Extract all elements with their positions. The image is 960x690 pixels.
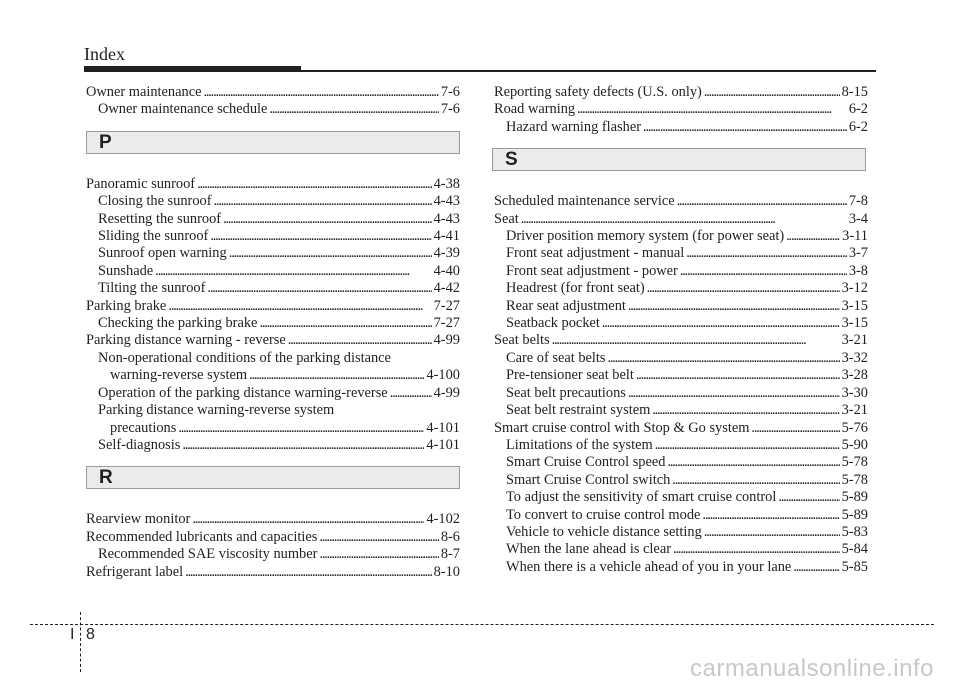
entry-page: 5-84 (841, 541, 868, 558)
dot-leader (704, 84, 840, 101)
entry-term: Seatback pocket (506, 315, 600, 332)
dot-leader (672, 472, 839, 489)
dot-leader (643, 119, 847, 136)
entry-page: 3-21 (841, 332, 868, 349)
index-entry (86, 529, 460, 546)
entry-page: 8-6 (440, 528, 460, 545)
list-pre-left (86, 84, 460, 119)
dot-leader (793, 559, 839, 576)
footer-divider (30, 624, 934, 625)
dot-leader (390, 385, 432, 402)
entry-term: precautions (110, 419, 177, 436)
entry-term: Rearview monitor (86, 511, 191, 528)
dot-leader (168, 298, 431, 315)
index-entry (86, 280, 460, 297)
dot-leader (223, 211, 432, 228)
entry-term: Non-operational conditions of the parking distance (98, 349, 391, 366)
entry-page: 4-102 (426, 511, 460, 528)
entry-term: Seat belt restraint system (506, 402, 651, 419)
entry-term: When there is a vehicle ahead of you in your lane (506, 558, 792, 575)
entry-term: To convert to cruise control mode (506, 506, 701, 523)
dot-leader (647, 280, 840, 297)
index-entry (86, 546, 460, 563)
index-entry (494, 119, 868, 136)
entry-page: 4-100 (426, 367, 460, 384)
entry-page: 5-89 (841, 489, 868, 506)
entry-term: Rear seat adjustment (506, 297, 626, 314)
entry-term: Sunshade (98, 262, 154, 279)
entry-page: 3-28 (841, 367, 868, 384)
index-entry (494, 507, 868, 524)
entry-term: Sliding the sunroof (98, 228, 209, 245)
entry-term: Driver position memory system (for power seat) (506, 228, 785, 245)
index-entry (86, 511, 460, 528)
dot-leader (677, 193, 847, 210)
entry-page: 4-43 (433, 210, 460, 227)
entry-page: 5-85 (841, 558, 868, 575)
entry-page: 3-32 (841, 349, 868, 366)
entry-page: 4-101 (426, 419, 460, 436)
dot-leader (185, 564, 432, 581)
entry-term: Self-diagnosis (98, 436, 181, 453)
entry-term: Parking distance warning-reverse system (98, 402, 335, 419)
entry-term: Smart Cruise Control switch (506, 471, 671, 488)
entry-page: 5-90 (841, 436, 868, 453)
dot-leader (686, 245, 847, 262)
entry-page: 7-27 (433, 315, 460, 332)
entry-term: Tilting the sunroof (98, 280, 206, 297)
entry-page: 5-89 (841, 506, 868, 523)
entry-page: 7-8 (848, 193, 868, 210)
entry-page: 3-11 (842, 228, 868, 245)
section-header-s (492, 148, 866, 171)
index-entry (494, 211, 868, 228)
entry-term: Panoramic sunroof (86, 175, 196, 192)
header-rule-accent (84, 66, 301, 72)
dot-leader (259, 315, 431, 332)
index-entry (86, 437, 460, 454)
index-entry (86, 564, 460, 581)
dot-leader (680, 263, 847, 280)
dot-leader (269, 101, 438, 118)
entry-page: 3-21 (841, 402, 868, 419)
index-entry (494, 332, 868, 349)
index-entry (494, 245, 868, 262)
entry-term: Recommended lubricants and capacities (86, 528, 318, 545)
page-number: 8 (86, 626, 95, 643)
entry-page: 6-2 (848, 118, 868, 135)
index-entry (494, 280, 868, 297)
entry-page: 7-6 (440, 84, 460, 100)
dot-leader (214, 193, 432, 210)
index-entry (494, 402, 868, 419)
section-letter-p: P (99, 131, 112, 153)
entry-term: Pre-tensioner seat belt (506, 367, 634, 384)
entry-page: 3-8 (848, 262, 868, 279)
dot-leader (319, 529, 438, 546)
index-entry (86, 211, 460, 228)
entry-term: Road warning (494, 101, 576, 118)
dot-leader (192, 511, 424, 528)
dot-leader (608, 350, 840, 367)
dot-leader (628, 385, 840, 402)
entry-page: 4-43 (433, 193, 460, 210)
dot-leader (288, 332, 432, 349)
entry-page: 5-78 (841, 471, 868, 488)
dot-leader (197, 176, 432, 193)
dot-leader (786, 228, 840, 245)
entry-page: 8-15 (841, 84, 868, 100)
entry-term: Recommended SAE viscosity number (98, 546, 318, 563)
index-entry (494, 559, 868, 576)
index-column-right (494, 84, 868, 576)
index-entry (86, 350, 460, 367)
index-entry (86, 101, 460, 118)
index-entry (86, 176, 460, 193)
entry-term: Owner maintenance schedule (98, 101, 268, 118)
index-entry (494, 315, 868, 332)
list-r (86, 511, 460, 581)
entry-term: Front seat adjustment - manual (506, 245, 685, 262)
entry-term: warning-reverse system (110, 367, 248, 384)
entry-page: 3-15 (841, 315, 868, 332)
entry-page: 4-101 (426, 436, 460, 453)
entry-term: Refrigerant label (86, 563, 184, 580)
entry-term: Hazard warning flasher (506, 118, 642, 135)
entry-term: Front seat adjustment - power (506, 262, 678, 279)
entry-term: Seat belt precautions (506, 384, 626, 401)
index-entry (494, 193, 868, 210)
index-entry (86, 332, 460, 349)
entry-page: 4-99 (433, 384, 460, 401)
chapter-label: I (70, 626, 75, 643)
dot-leader (182, 437, 424, 454)
section-header-r (86, 466, 460, 489)
index-entry (86, 193, 460, 210)
list-pre-right (494, 84, 868, 136)
entry-term: Headrest (for front seat) (506, 280, 645, 297)
dot-leader (577, 101, 847, 118)
index-entry (494, 437, 868, 454)
entry-page: 8-10 (433, 563, 460, 580)
index-entry (86, 315, 460, 332)
entry-term: Vehicle to vehicle distance setting (506, 523, 702, 540)
index-entry (494, 298, 868, 315)
entry-page: 4-40 (433, 262, 460, 279)
entry-term: Reporting safety defects (U.S. only) (494, 84, 702, 100)
dot-leader (229, 245, 432, 262)
index-entry (494, 84, 868, 101)
index-entry (86, 385, 460, 402)
entry-page: 5-78 (841, 454, 868, 471)
entry-term: Seat belts (494, 332, 550, 349)
index-entry (494, 367, 868, 384)
index-entry (494, 541, 868, 558)
entry-term: Sunroof open warning (98, 245, 227, 262)
entry-page: 3-30 (841, 384, 868, 401)
entry-term: Operation of the parking distance warning-reverse (98, 384, 388, 401)
entry-term: Parking brake (86, 297, 167, 314)
entry-term: Scheduled maintenance service (494, 193, 675, 210)
dot-leader (249, 367, 424, 384)
index-entry (494, 350, 868, 367)
dot-leader (673, 541, 840, 558)
index-entry (86, 367, 460, 384)
dot-leader (655, 437, 840, 454)
page-title: Index (84, 44, 125, 64)
entry-term: Seat (494, 210, 519, 227)
index-entry (494, 263, 868, 280)
dot-leader (155, 263, 431, 280)
dot-leader (552, 332, 840, 349)
index-entry (86, 228, 460, 245)
entry-page: 4-38 (433, 175, 460, 192)
entry-page: 3-4 (848, 210, 868, 227)
entry-term: Owner maintenance (86, 84, 202, 100)
section-letter-r: R (99, 467, 113, 489)
entry-page: 4-41 (433, 228, 460, 245)
index-entry (494, 385, 868, 402)
index-entry (494, 228, 868, 245)
list-s (494, 193, 868, 576)
entry-term: Smart Cruise Control speed (506, 454, 666, 471)
entry-page: 5-76 (841, 419, 868, 436)
dot-leader (628, 298, 840, 315)
entry-page: 4-99 (433, 332, 460, 349)
footer-vertical-divider (80, 612, 81, 672)
dot-leader (667, 454, 839, 471)
entry-term: Limitations of the system (506, 436, 653, 453)
watermark: carmanualsonline.info (690, 655, 934, 682)
dot-leader (704, 524, 840, 541)
index-entry (494, 101, 868, 118)
dot-leader (210, 228, 431, 245)
index-entry (86, 84, 460, 101)
index-entry (494, 472, 868, 489)
entry-page: 4-42 (433, 280, 460, 297)
entry-page: 8-7 (440, 546, 460, 563)
index-entry (86, 402, 460, 419)
dot-leader (203, 84, 438, 101)
index-entry (494, 420, 868, 437)
dot-leader (702, 507, 839, 524)
entry-page: 5-83 (841, 523, 868, 540)
index-entry (86, 245, 460, 262)
entry-term: Parking distance warning - reverse (86, 332, 286, 349)
entry-term: When the lane ahead is clear (506, 541, 672, 558)
index-entry (494, 489, 868, 506)
section-header-p (86, 131, 460, 154)
entry-page: 6-2 (848, 101, 868, 118)
dot-leader (751, 420, 839, 437)
entry-term: Checking the parking brake (98, 315, 258, 332)
list-p (86, 176, 460, 455)
entry-page: 4-39 (433, 245, 460, 262)
dot-leader (178, 420, 424, 437)
entry-term: Smart cruise control with Stop & Go system (494, 419, 750, 436)
index-entry (86, 263, 460, 280)
index-entry (86, 298, 460, 315)
dot-leader (319, 546, 438, 563)
entry-page: 3-12 (841, 280, 868, 297)
dot-leader (778, 489, 839, 506)
dot-leader (521, 211, 847, 228)
section-letter-s: S (505, 149, 518, 171)
entry-term: Closing the sunroof (98, 193, 212, 210)
index-entry (86, 420, 460, 437)
entry-page: 7-27 (433, 297, 460, 314)
dot-leader (207, 280, 431, 297)
dot-leader (636, 367, 840, 384)
entry-term: Resetting the sunroof (98, 210, 222, 227)
entry-page: 3-15 (841, 297, 868, 314)
dot-leader (602, 315, 840, 332)
entry-page: 3-7 (848, 245, 868, 262)
index-column-left (86, 84, 460, 581)
index-entry (494, 454, 868, 471)
entry-term: To adjust the sensitivity of smart cruise control (506, 489, 777, 506)
entry-page: 7-6 (440, 101, 460, 118)
index-entry (494, 524, 868, 541)
dot-leader (652, 402, 839, 419)
entry-term: Care of seat belts (506, 349, 606, 366)
